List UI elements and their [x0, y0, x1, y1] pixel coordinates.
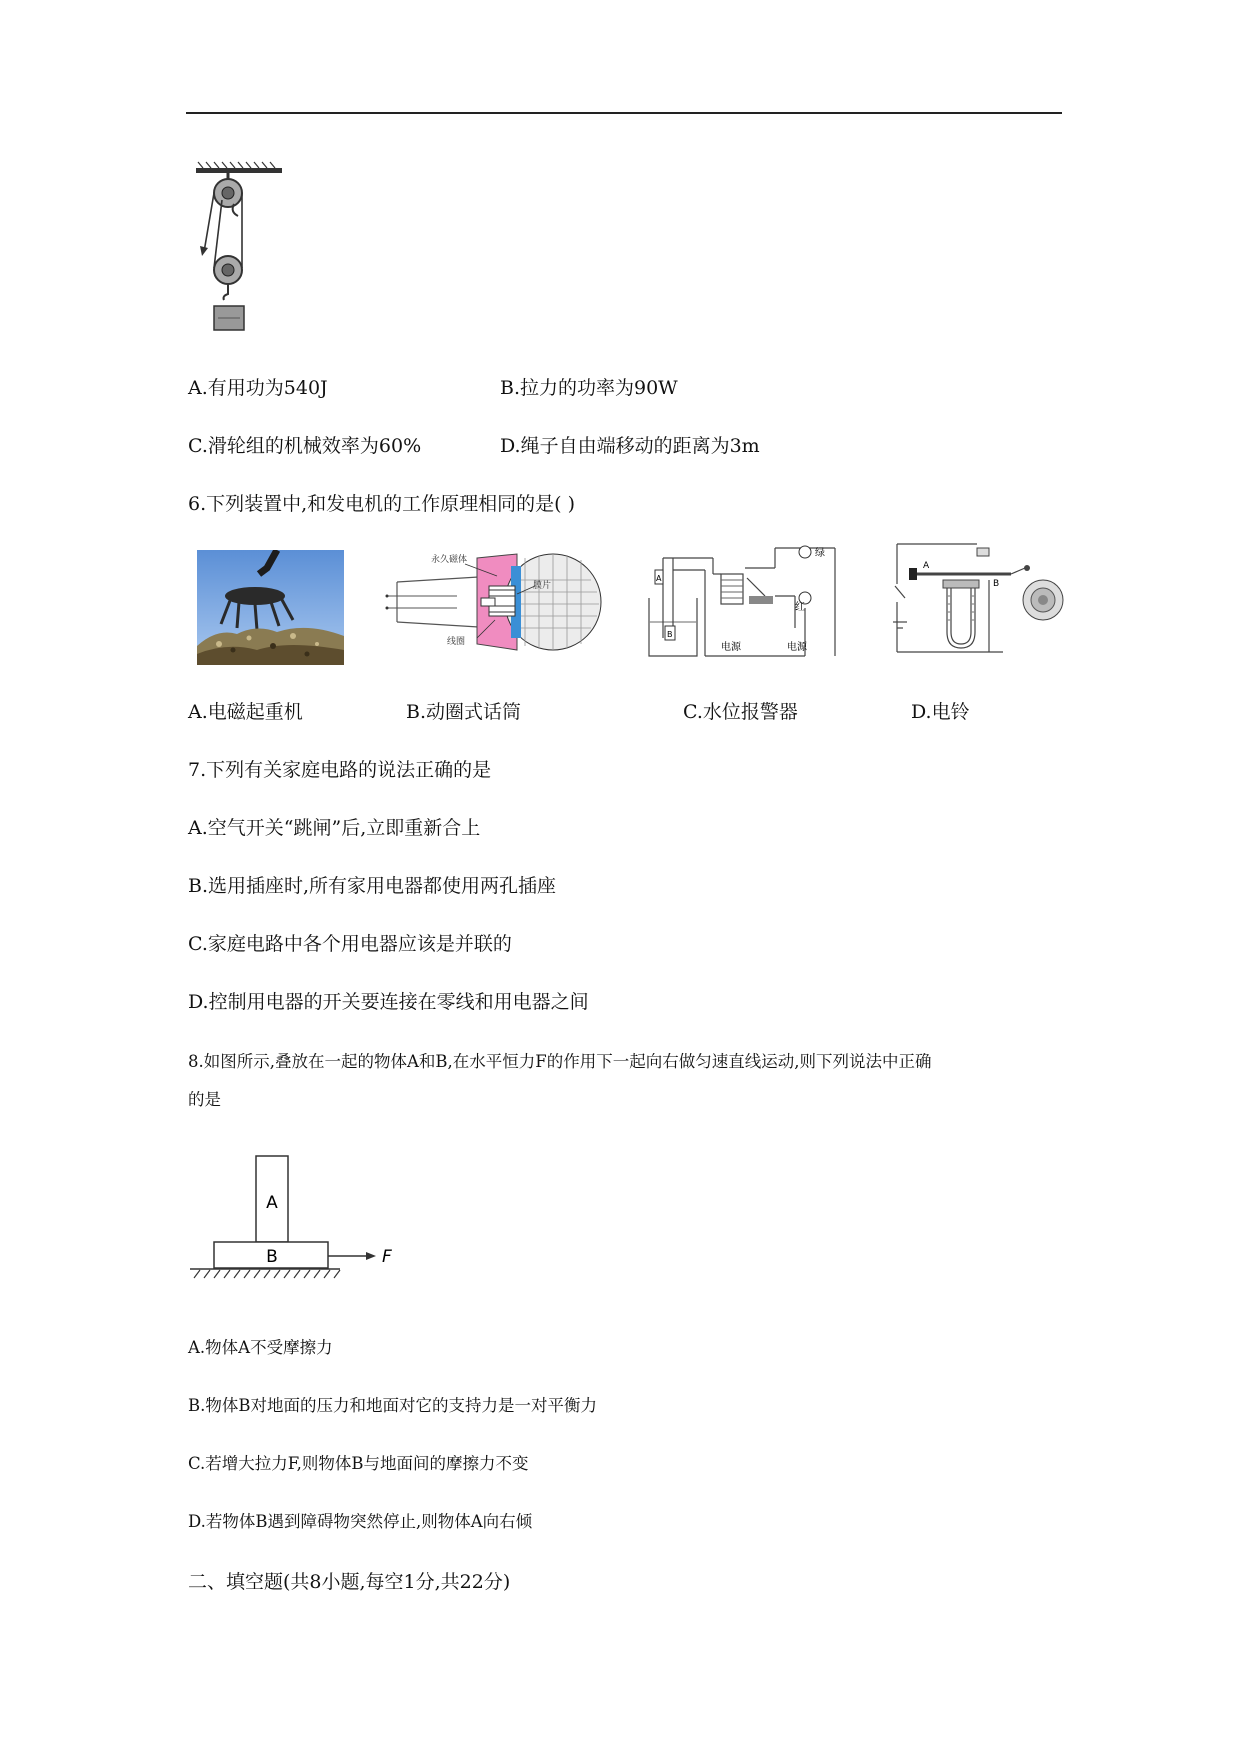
block-a-label: A: [266, 1193, 278, 1213]
q6-option-c: C.水位报警器: [683, 701, 798, 723]
section2-heading: 二、填空题(共8小题,每空1分,共22分): [188, 1571, 511, 1593]
header-rule: [186, 112, 1062, 114]
q8-stem-line1: 8.如图所示,叠放在一起的物体A和B,在水平恒力F的作用下一起向右做匀速直线运动,则下列说法中正确: [188, 1052, 932, 1071]
q6-option-a: A.电磁起重机: [188, 701, 303, 723]
mic-magnet-label: 永久磁体: [431, 555, 468, 565]
q6-option-b: B.动圈式话筒: [406, 701, 522, 723]
q6-option-d: D.电铃: [911, 701, 970, 723]
alarm-power2-label: 电源: [787, 642, 807, 653]
crane-photo: [197, 550, 344, 665]
alarm-red-label: 红: [795, 602, 805, 613]
bell-a-label: A: [923, 561, 930, 571]
water-alarm-figure: [645, 538, 845, 668]
alarm-a-label: A: [656, 574, 662, 583]
pulley-figure: [192, 160, 292, 340]
microphone-figure: [385, 540, 605, 670]
blocks-figure: [190, 1150, 410, 1280]
q7-stem: 7.下列有关家庭电路的说法正确的是: [188, 759, 492, 781]
q7-option-c: C.家庭电路中各个用电器应该是并联的: [188, 933, 512, 955]
alarm-green-label: 绿: [815, 548, 825, 559]
q8-stem-line2: 的是: [188, 1090, 221, 1109]
block-b-label: B: [266, 1247, 278, 1267]
q5-option-b: B.拉力的功率为90W: [500, 377, 678, 399]
q8-option-c: C.若增大拉力F,则物体B与地面间的摩擦力不变: [188, 1454, 529, 1473]
q5-option-a: A.有用功为540J: [188, 377, 328, 399]
q7-option-d: D.控制用电器的开关要连接在零线和用电器之间: [188, 991, 589, 1013]
q6-stem: 6.下列装置中,和发电机的工作原理相同的是( ): [188, 493, 576, 515]
bell-b-label: B: [993, 579, 1000, 589]
bell-figure: [893, 540, 1073, 660]
mic-coil-label: 线圈: [447, 637, 466, 647]
force-f-label: F: [382, 1247, 392, 1267]
q7-option-b: B.选用插座时,所有家用电器都使用两孔插座: [188, 875, 557, 897]
alarm-b-label: B: [667, 630, 673, 639]
q7-option-a: A.空气开关“跳闸”后,立即重新合上: [188, 817, 481, 839]
q8-option-d: D.若物体B遇到障碍物突然停止,则物体A向右倾: [188, 1512, 533, 1531]
mic-membrane-label: 膜片: [533, 581, 552, 591]
q8-option-b: B.物体B对地面的压力和地面对它的支持力是一对平衡力: [188, 1396, 597, 1415]
q8-option-a: A.物体A不受摩擦力: [188, 1338, 333, 1357]
q5-option-d: D.绳子自由端移动的距离为3m: [500, 435, 760, 457]
alarm-power1-label: 电源: [721, 642, 741, 653]
q5-option-c: C.滑轮组的机械效率为60%: [188, 435, 422, 457]
